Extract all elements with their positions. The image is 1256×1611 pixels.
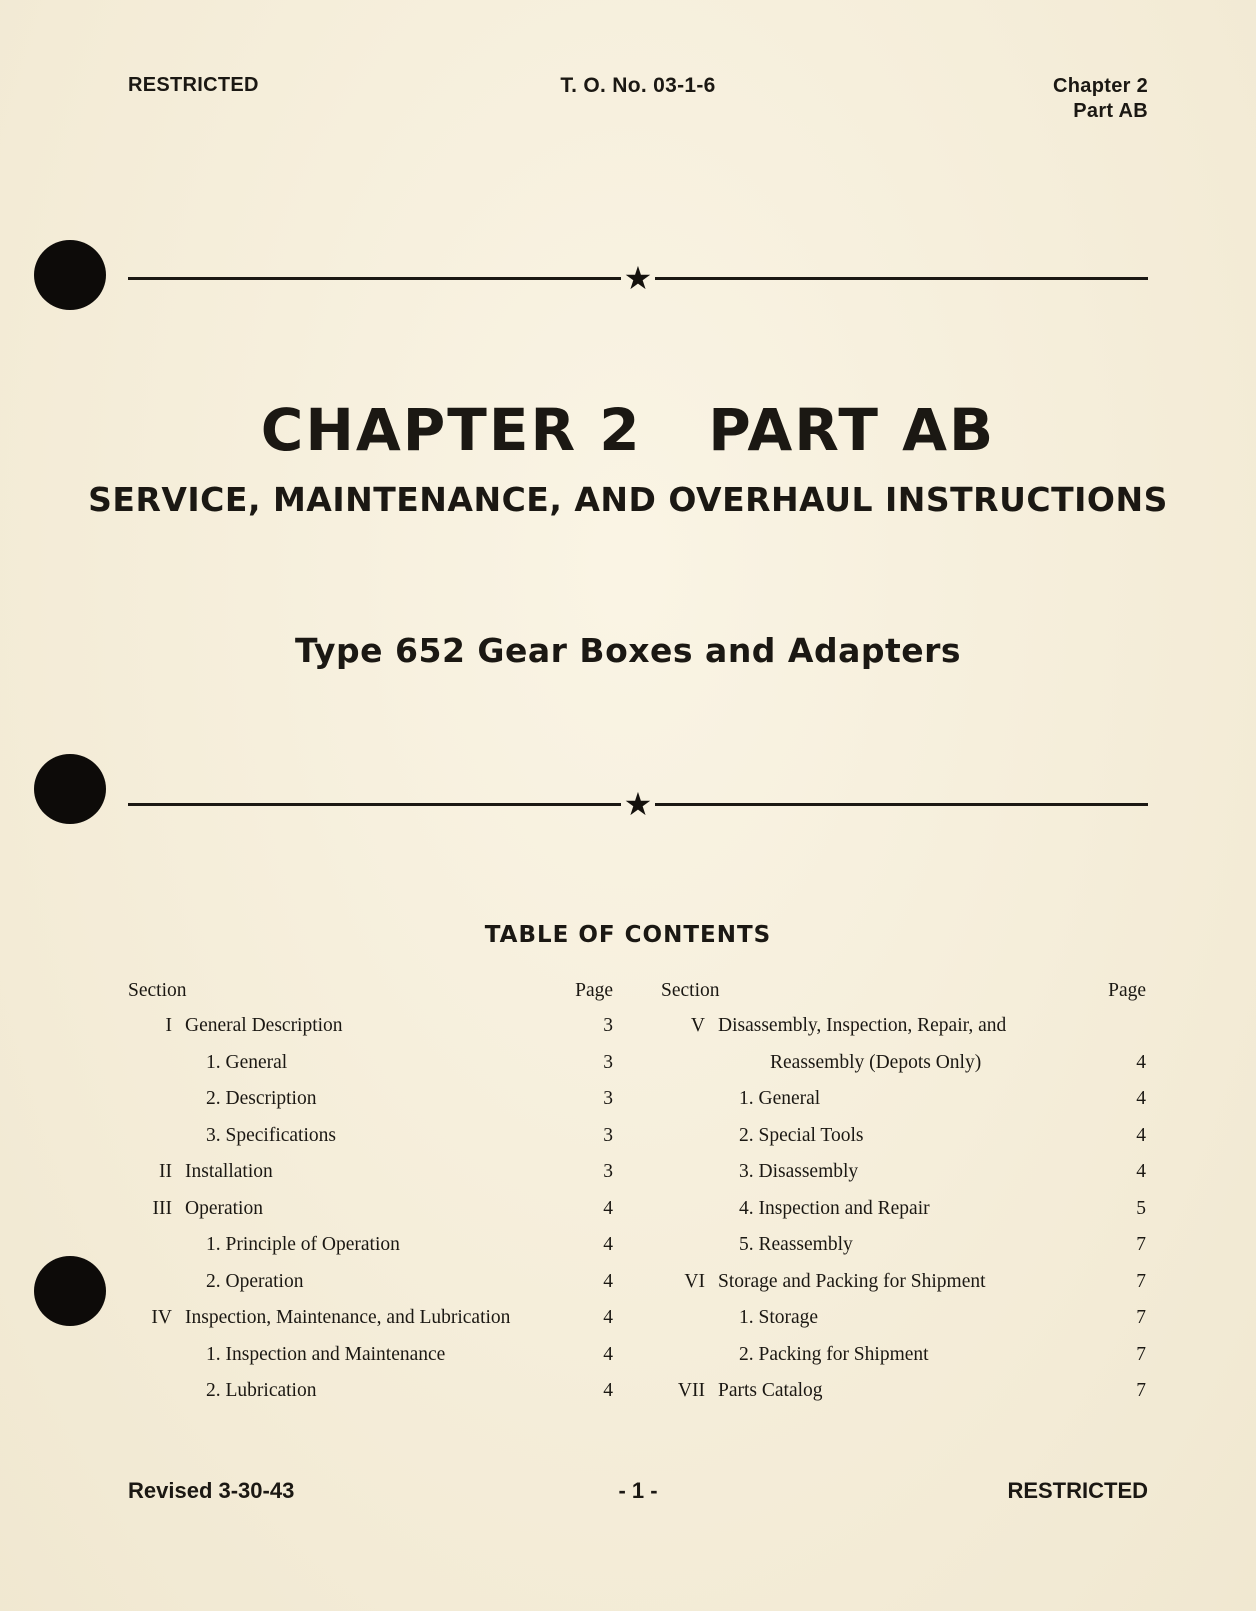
toc-row-page: 4 bbox=[1136, 1088, 1146, 1110]
toc-row-page: 3 bbox=[603, 1015, 613, 1037]
toc-row bbox=[661, 1118, 1146, 1155]
toc-row bbox=[661, 1191, 1146, 1228]
star-icon: ★ bbox=[623, 260, 653, 296]
toc-row-num: II bbox=[159, 1161, 172, 1183]
toc-row-label: 2. Description bbox=[206, 1088, 317, 1110]
toc-column-left bbox=[128, 974, 613, 1410]
header-classification: RESTRICTED bbox=[128, 74, 259, 96]
toc-row-page: 7 bbox=[1136, 1270, 1146, 1292]
toc-row bbox=[128, 1337, 613, 1374]
toc-row bbox=[661, 1081, 1146, 1118]
toc-row-label: 1. Principle of Operation bbox=[206, 1234, 400, 1256]
toc-column-right bbox=[661, 974, 1146, 1410]
toc-row bbox=[661, 1264, 1146, 1301]
toc-row-label: 1. General bbox=[206, 1051, 288, 1073]
toc-row-label: Reassembly (Depots Only) bbox=[770, 1051, 982, 1073]
toc-row-label: 3. Disassembly bbox=[739, 1161, 859, 1183]
header-chapter-line1: Chapter 2 bbox=[1053, 75, 1148, 97]
toc-row bbox=[661, 1045, 1146, 1082]
toc-row-num: IV bbox=[151, 1307, 172, 1329]
toc-row bbox=[128, 1227, 613, 1264]
toc-row-num: III bbox=[152, 1197, 172, 1219]
star-divider-top bbox=[128, 262, 1148, 294]
toc-row-page: 4 bbox=[603, 1234, 613, 1256]
toc-row bbox=[661, 1008, 1146, 1045]
page-header: Page bbox=[1108, 980, 1146, 1001]
toc-row-page: 4 bbox=[603, 1343, 613, 1365]
hole-punch-bottom bbox=[34, 1256, 106, 1326]
toc-row-label: 2. Packing for Shipment bbox=[739, 1343, 929, 1365]
toc-row-page: 4 bbox=[1136, 1161, 1146, 1183]
toc-row bbox=[128, 1154, 613, 1191]
toc-row-page: 3 bbox=[603, 1124, 613, 1146]
toc-row-page: 4 bbox=[1136, 1124, 1146, 1146]
toc-row-page: 3 bbox=[603, 1051, 613, 1073]
toc-row bbox=[128, 1191, 613, 1228]
toc-row-page: 4 bbox=[603, 1197, 613, 1219]
chapter-title: CHAPTER 2 PART AB bbox=[260, 396, 996, 464]
toc-row-label: 2. Operation bbox=[206, 1270, 304, 1292]
toc-row-label: 2. Lubrication bbox=[206, 1380, 317, 1402]
section-header: Section bbox=[128, 980, 187, 1001]
header-chapter-label bbox=[808, 74, 1148, 124]
toc-column-header bbox=[661, 974, 1146, 1008]
footer-revised-date: Revised 3-30-43 bbox=[128, 1478, 295, 1503]
toc-row-label: 5. Reassembly bbox=[739, 1234, 853, 1256]
toc-row-page: 5 bbox=[1136, 1197, 1146, 1219]
toc-row bbox=[661, 1337, 1146, 1374]
toc-row-num: V bbox=[690, 1015, 705, 1037]
toc-row-label: 1. General bbox=[739, 1088, 821, 1110]
toc-row bbox=[128, 1008, 613, 1045]
toc-row bbox=[128, 1081, 613, 1118]
toc-row-label: 3. Specifications bbox=[206, 1124, 336, 1146]
toc-row-page: 4 bbox=[1136, 1051, 1146, 1073]
toc-heading: TABLE OF CONTENTS bbox=[484, 922, 772, 948]
toc-row-page: 3 bbox=[603, 1161, 613, 1183]
divider-line-right bbox=[655, 277, 1148, 280]
toc-row bbox=[128, 1118, 613, 1155]
toc-row bbox=[661, 1154, 1146, 1191]
page-header: Page bbox=[575, 980, 613, 1001]
star-divider-bottom bbox=[128, 788, 1148, 820]
toc-row-label: Parts Catalog bbox=[718, 1380, 823, 1402]
toc-row-label: 2. Special Tools bbox=[739, 1124, 864, 1146]
toc-column-header bbox=[128, 974, 613, 1008]
hole-punch-middle bbox=[34, 754, 106, 824]
toc-row bbox=[661, 1227, 1146, 1264]
toc-row bbox=[128, 1373, 613, 1410]
page-header bbox=[0, 0, 1256, 124]
toc-row-label: Disassembly, Inspection, Repair, and bbox=[718, 1015, 1007, 1037]
toc-row-page: 7 bbox=[1136, 1307, 1146, 1329]
toc-row-label: Storage and Packing for Shipment bbox=[718, 1270, 986, 1292]
toc-row-label: 1. Storage bbox=[739, 1307, 819, 1329]
toc-row-page: 7 bbox=[1136, 1234, 1146, 1256]
page-footer bbox=[0, 1478, 1256, 1504]
toc-row-page: 7 bbox=[1136, 1380, 1146, 1402]
toc-row-num: VII bbox=[677, 1380, 705, 1402]
footer-page-number: - 1 - bbox=[618, 1478, 658, 1503]
toc-row-page: 4 bbox=[603, 1380, 613, 1402]
divider-line-right bbox=[655, 803, 1148, 806]
toc-row-page: 4 bbox=[603, 1270, 613, 1292]
toc-row bbox=[128, 1300, 613, 1337]
hole-punch-top bbox=[34, 240, 106, 310]
toc-row bbox=[661, 1373, 1146, 1410]
toc-row bbox=[128, 1045, 613, 1082]
section-header: Section bbox=[661, 980, 720, 1001]
divider-line-left bbox=[128, 803, 621, 806]
star-icon: ★ bbox=[623, 786, 653, 822]
toc-row bbox=[128, 1264, 613, 1301]
toc-row-label: General Description bbox=[185, 1015, 343, 1037]
toc-row-label: Installation bbox=[185, 1161, 273, 1183]
footer-classification: RESTRICTED bbox=[1007, 1478, 1148, 1503]
toc-row-page: 4 bbox=[603, 1307, 613, 1329]
toc-row-page: 7 bbox=[1136, 1343, 1146, 1365]
header-chapter-line2: Part AB bbox=[1073, 100, 1148, 122]
technical-order-number: T. O. No. 03-1-6 bbox=[560, 74, 716, 97]
equipment-type-title: Type 652 Gear Boxes and Adapters bbox=[294, 631, 962, 670]
toc-row bbox=[661, 1300, 1146, 1337]
table-of-contents bbox=[0, 948, 1256, 1410]
toc-row-num: VI bbox=[684, 1270, 705, 1292]
toc-row-label: Operation bbox=[185, 1197, 263, 1219]
toc-row-num: I bbox=[165, 1015, 172, 1037]
toc-row-page: 3 bbox=[603, 1088, 613, 1110]
toc-row-label: 1. Inspection and Maintenance bbox=[206, 1343, 446, 1365]
toc-row-label: 4. Inspection and Repair bbox=[739, 1197, 930, 1219]
toc-row-label: Inspection, Maintenance, and Lubrication bbox=[185, 1307, 511, 1329]
chapter-subtitle: SERVICE, MAINTENANCE, AND OVERHAUL INSTRUCTIONS bbox=[88, 480, 1168, 519]
divider-line-left bbox=[128, 277, 621, 280]
